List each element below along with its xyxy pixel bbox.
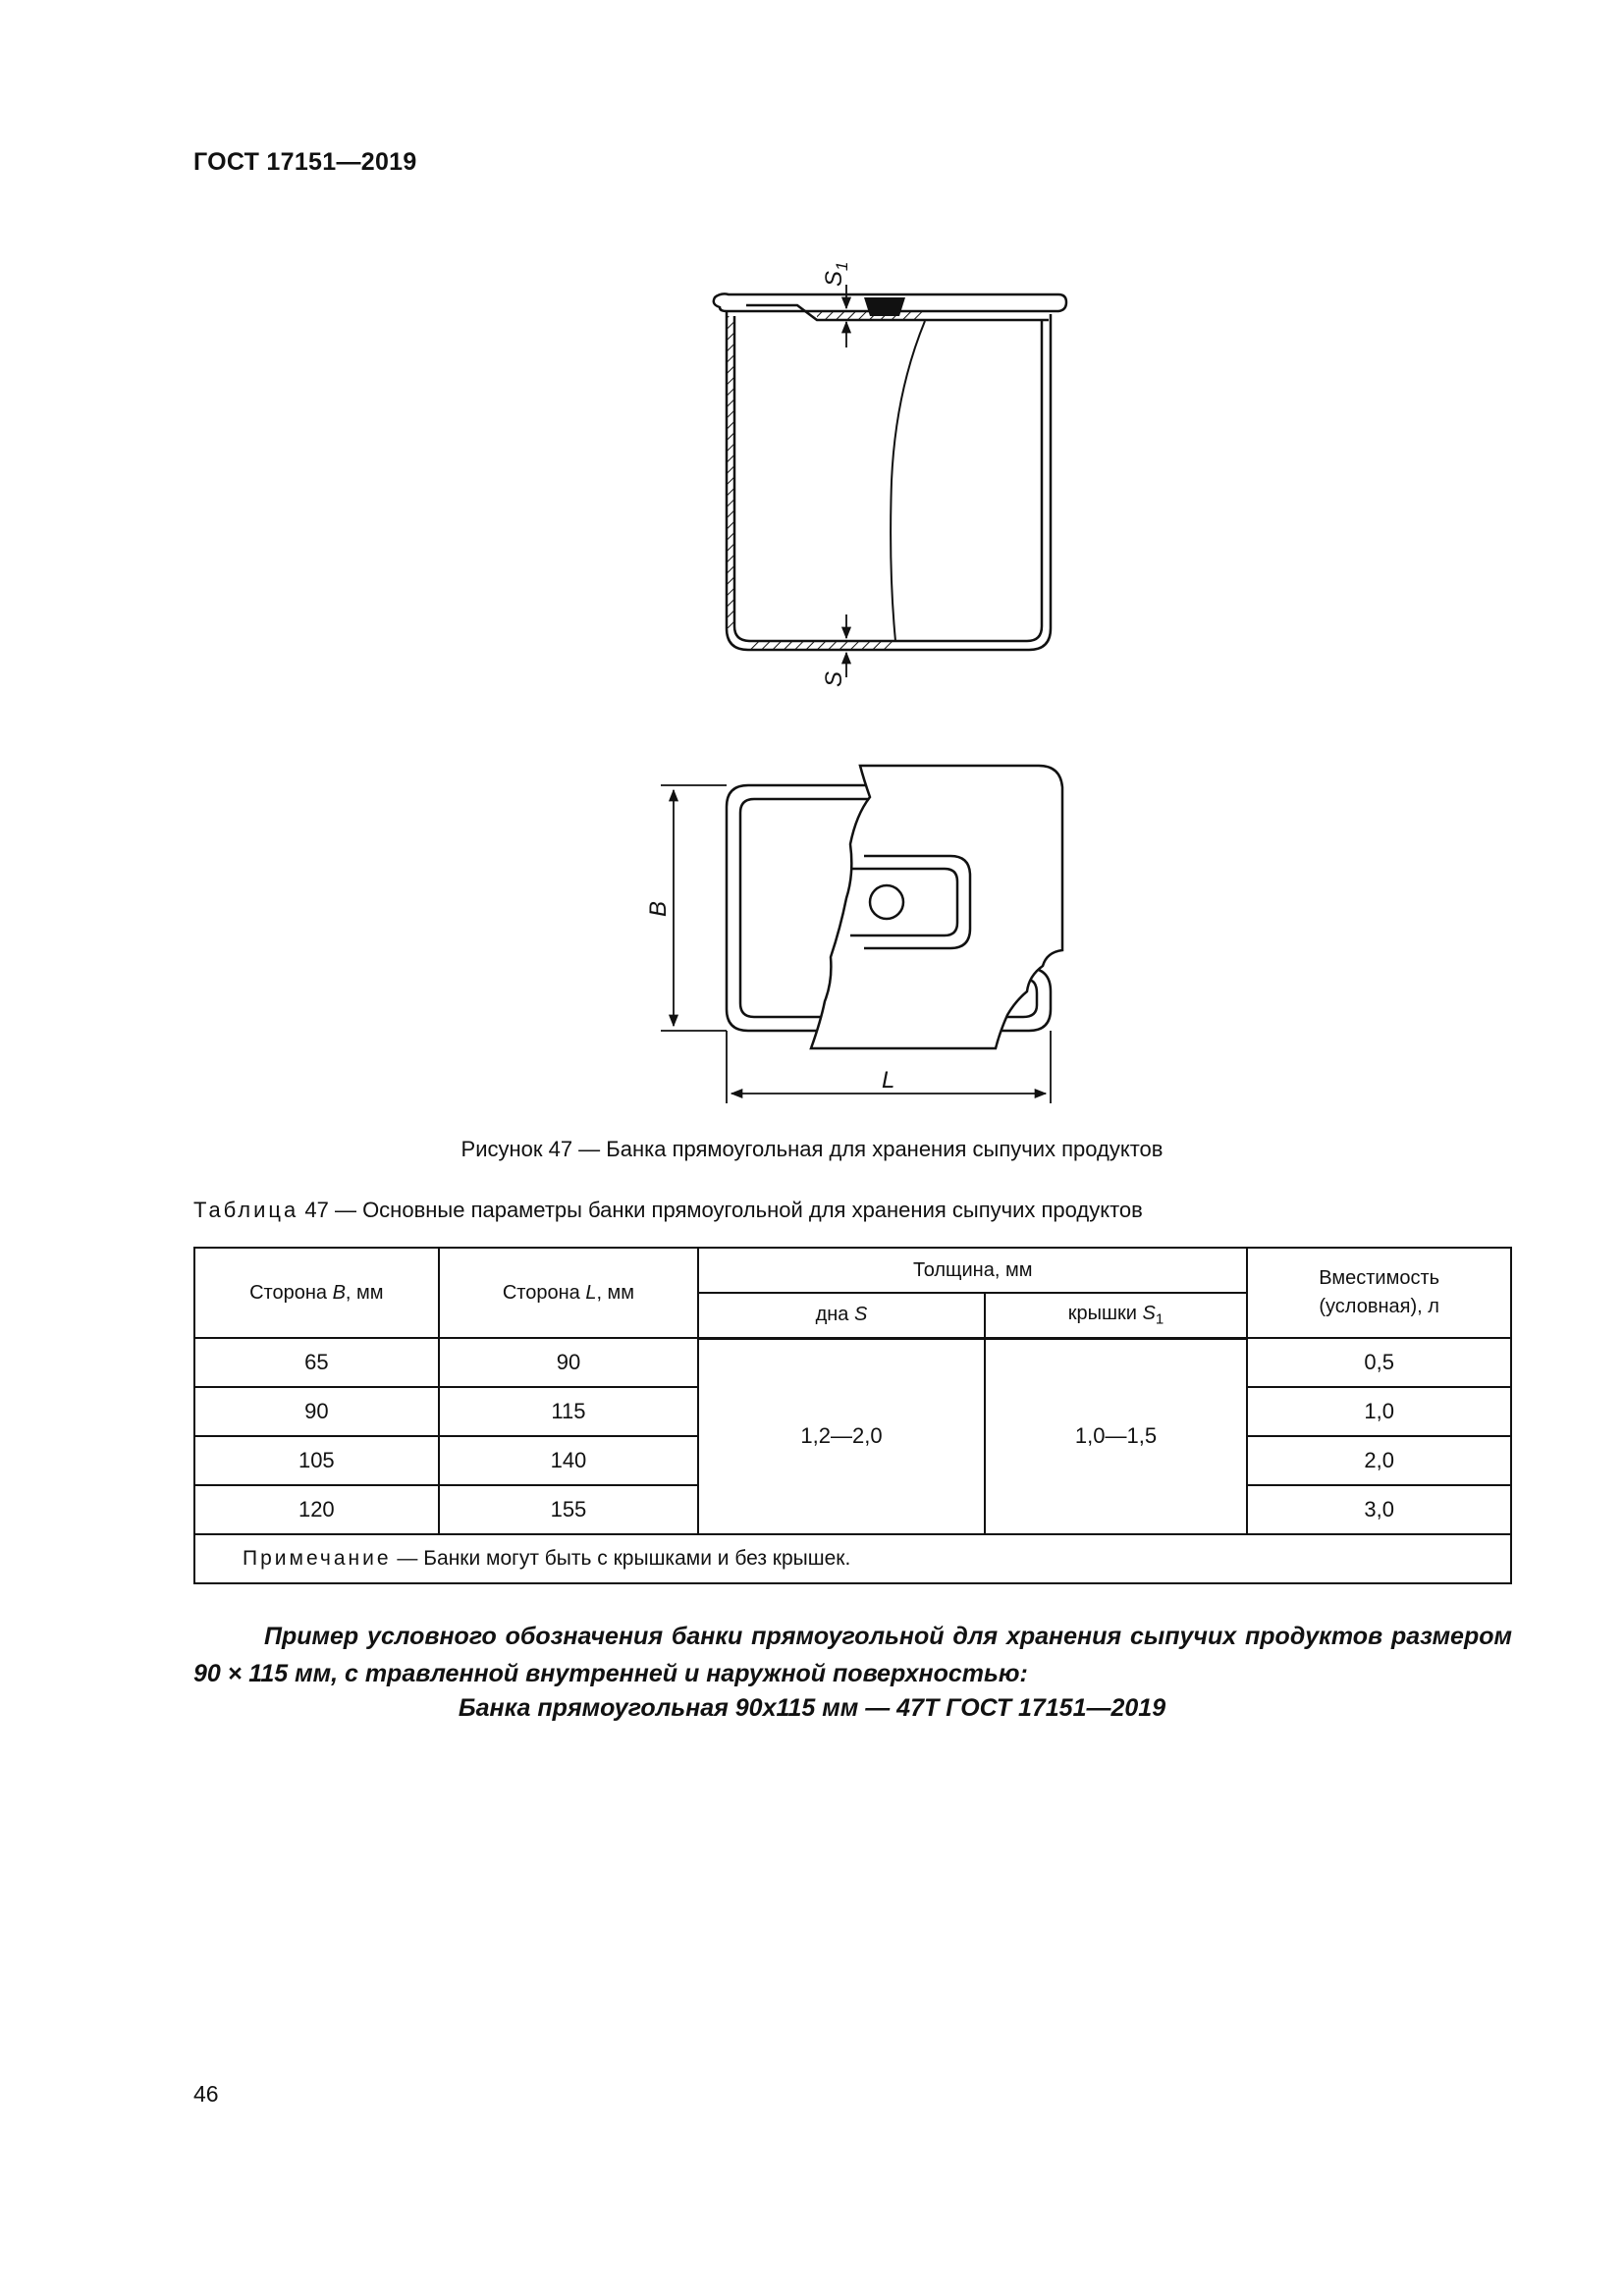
cell-l: 140	[439, 1436, 699, 1485]
lid-knob	[864, 297, 905, 316]
side-section-view	[714, 294, 1066, 650]
cell-capacity: 3,0	[1247, 1485, 1511, 1534]
table-caption-prefix: Таблица	[193, 1198, 299, 1222]
header-thickness: Толщина, мм	[698, 1248, 1247, 1293]
table-note: Примечание — Банки могут быть с крышками и без крышек.	[194, 1534, 1511, 1583]
cell-capacity: 2,0	[1247, 1436, 1511, 1485]
lid-overlay	[811, 766, 1062, 1048]
cell-l: 115	[439, 1387, 699, 1436]
cell-l: 90	[439, 1338, 699, 1387]
figure-drawing	[0, 0, 1624, 1139]
table-caption	[193, 1198, 1143, 1223]
example-text: Пример условного обозначения банки прямоугольной для хранения сыпучих продуктов размером 90 × 115 мм, с травленной внутренней и наружной поверхностью:	[193, 1623, 1512, 1687]
cell-b: 65	[194, 1338, 439, 1387]
header-lid-thickness: крышки $S_1$	[985, 1293, 1248, 1338]
cell-lid-thickness: 1,0—1,5	[985, 1338, 1248, 1534]
cell-b: 120	[194, 1485, 439, 1534]
header-side-l: Сторона L, мм	[439, 1248, 699, 1338]
table-row	[194, 1338, 1511, 1387]
label-b: B	[645, 900, 672, 917]
header-capacity: Вместимость (условная), л	[1247, 1248, 1511, 1338]
cell-bottom-thickness: 1,2—2,0	[698, 1338, 984, 1534]
designation-example	[193, 1618, 1512, 1692]
label-l: L	[882, 1067, 895, 1094]
cell-b: 105	[194, 1436, 439, 1485]
table-caption-text: 47 — Основные параметры банки прямоугольной для хранения сыпучих продуктов	[298, 1198, 1143, 1222]
label-s1: $S_1$	[821, 261, 851, 287]
cell-capacity: 1,0	[1247, 1387, 1511, 1436]
document-header: ГОСТ 17151—2019	[193, 148, 417, 176]
page-number: 46	[193, 2081, 219, 2107]
figure-caption: Рисунок 47 — Банка прямоугольная для хранения сыпучих продуктов	[460, 1137, 1164, 1161]
cell-b: 90	[194, 1387, 439, 1436]
header-side-b: Сторона B, мм	[194, 1248, 439, 1338]
bottom-hatch	[748, 641, 893, 650]
wall-hatch	[728, 316, 733, 628]
break-line	[891, 321, 925, 641]
header-bottom-thickness: дна S	[698, 1293, 984, 1338]
cell-l: 155	[439, 1485, 699, 1534]
top-plan-view	[727, 766, 1062, 1048]
designation-string: Банка прямоугольная 90x115 мм — 47Т ГОСТ 17151—2019	[458, 1694, 1166, 1722]
parameters-table	[193, 1247, 1512, 1584]
inner-wall	[734, 316, 1042, 641]
cell-capacity: 0,5	[1247, 1338, 1511, 1387]
label-s: S	[821, 670, 847, 687]
outer-wall	[727, 311, 1051, 650]
